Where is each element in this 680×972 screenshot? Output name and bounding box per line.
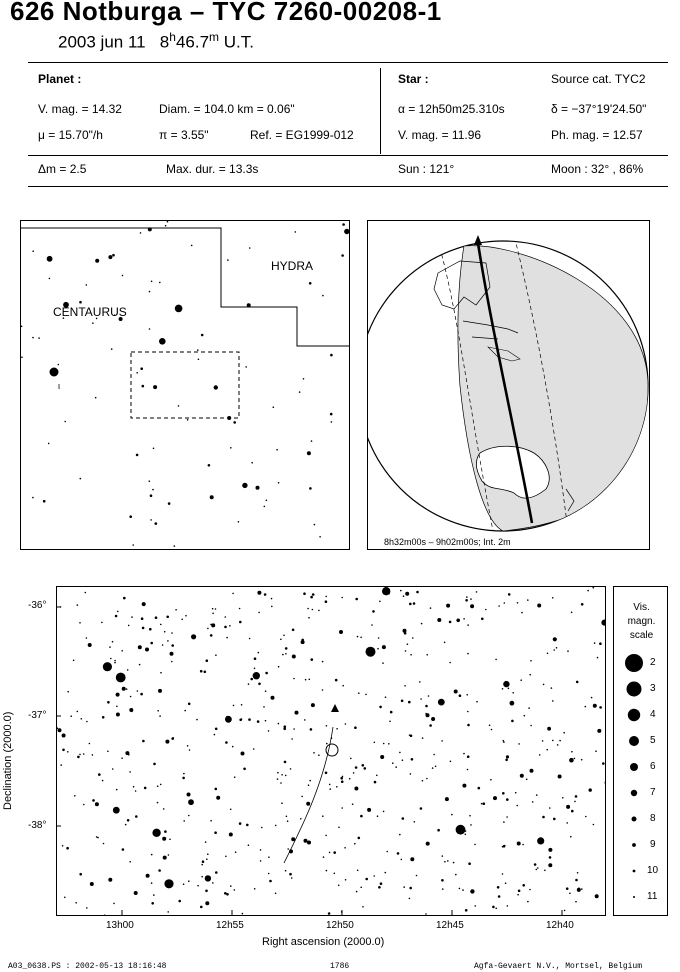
star-chart-ticks	[0, 580, 660, 940]
finder-star	[79, 301, 82, 304]
mag-9-dot	[632, 843, 636, 847]
finder-star	[38, 337, 40, 339]
finder-star	[168, 502, 171, 505]
finder-star	[92, 322, 94, 324]
finder-star	[43, 500, 46, 503]
dec-tick-37: -37°	[28, 710, 47, 721]
finder-star	[142, 385, 145, 388]
finder-star	[174, 545, 176, 547]
finder-star	[49, 278, 51, 280]
finder-star	[151, 281, 153, 283]
min-sup: m	[209, 30, 220, 44]
finder-star	[276, 449, 278, 451]
finder-star	[153, 385, 157, 389]
finder-star	[322, 295, 324, 297]
planet-motion: μ = 15.70"/h	[38, 128, 103, 142]
ra-tick-1300: 13h00	[106, 920, 134, 931]
finder-star	[227, 416, 231, 420]
finder-star	[191, 245, 193, 247]
finder-star	[153, 448, 155, 450]
finder-star	[299, 391, 301, 393]
finder-star	[330, 354, 333, 357]
event-datetime	[58, 30, 254, 53]
planet-reference: Ref. = EG1999-012	[250, 128, 354, 142]
planet-vmag: V. mag. = 14.32	[38, 102, 122, 116]
finder-star	[140, 367, 143, 370]
moon-info: Moon : 32° , 86%	[551, 162, 644, 176]
finder-star	[208, 464, 211, 467]
planet-diameter: Diam. = 104.0 km = 0.06"	[159, 102, 295, 116]
finder-star	[159, 338, 166, 345]
scale-title-line1: Vis.	[633, 602, 650, 613]
finder-star	[149, 328, 151, 330]
planet-parallax: π = 3.55"	[159, 128, 209, 142]
dec-tick-36: -36°	[28, 600, 47, 611]
star-heading: Star :	[398, 72, 429, 86]
finder-star	[187, 419, 189, 421]
mag-11-label: 11	[647, 891, 658, 902]
finder-star	[86, 284, 88, 286]
mag-2-dot	[625, 654, 643, 672]
footer-page: 1786	[330, 962, 350, 971]
x-axis-label: Right ascension (2000.0)	[262, 936, 385, 948]
mag-10-label: 10	[647, 865, 659, 876]
max-duration: Max. dur. = 13.3s	[166, 162, 259, 176]
finder-star	[233, 421, 236, 424]
finder-star	[307, 451, 311, 455]
planet-heading: Planet :	[38, 72, 82, 86]
finder-chart	[20, 220, 350, 550]
finder-star	[21, 356, 23, 358]
finder-star	[48, 443, 50, 445]
finder-star	[264, 506, 266, 508]
finder-star	[314, 524, 316, 526]
finder-star	[210, 495, 214, 499]
globe-svg	[368, 221, 650, 550]
mag-6-label: 6	[650, 761, 656, 772]
header-vertical-divider	[380, 68, 381, 154]
finder-star	[273, 406, 275, 408]
finder-star-label: ι	[58, 381, 60, 391]
mag-8-dot	[632, 817, 637, 822]
finder-star	[155, 522, 158, 525]
footer-company: Agfa-Gevaert N.V., Mortsel, Belgium	[474, 962, 643, 971]
finder-star	[58, 364, 60, 366]
finder-star	[108, 255, 112, 259]
constellation-centaurus: CENTAURUS	[53, 305, 127, 319]
scale-title-line3: scale	[629, 630, 654, 641]
mag-7-label: 7	[650, 787, 656, 798]
mag-6-dot	[630, 763, 638, 771]
finder-star	[32, 497, 34, 499]
finder-star	[198, 359, 200, 361]
finder-star	[278, 482, 280, 484]
finder-star	[32, 250, 34, 252]
finder-star	[201, 334, 204, 337]
y-axis-label: Declination (2000.0)	[2, 711, 14, 810]
scale-dots	[614, 587, 668, 916]
star-vmag: V. mag. = 11.96	[398, 128, 482, 142]
event-title: 626 Notburga – TYC 7260-00208-1	[10, 0, 442, 26]
finder-star	[34, 549, 36, 550]
finder-star	[136, 454, 139, 457]
finder-star	[47, 256, 53, 262]
constellation-boundary	[21, 228, 350, 346]
constellation-hydra: HYDRA	[271, 259, 314, 273]
finder-star	[238, 521, 240, 523]
finder-star	[249, 247, 251, 249]
finder-star	[309, 487, 312, 490]
finder-star	[344, 229, 349, 234]
finder-star	[295, 231, 297, 233]
finder-star	[150, 494, 153, 497]
finder-star	[132, 544, 134, 546]
finder-star	[214, 385, 218, 389]
scale-title-line2: magn.	[627, 616, 656, 627]
hour-sup: h	[169, 30, 176, 44]
finder-star	[303, 378, 305, 380]
finder-star	[148, 227, 152, 231]
header-rule-div	[28, 186, 668, 187]
finder-field-box	[131, 352, 239, 418]
time-unit: U.T.	[223, 32, 254, 52]
finder-star	[331, 421, 333, 423]
star-right-ascension: α = 12h50m25.310s	[398, 102, 505, 116]
footer-file: A03_0638.PS : 2002-05-13 18:16:48	[8, 962, 167, 971]
mag-3-label: 3	[650, 683, 656, 694]
finder-bright-star	[50, 368, 59, 377]
finder-star	[136, 372, 138, 374]
finder-star	[178, 405, 180, 407]
ra-tick-1255: 12h55	[216, 920, 244, 931]
mag-2-label: 2	[650, 657, 656, 668]
finder-star	[309, 282, 312, 285]
star-source-catalog: Source cat. TYC2	[551, 72, 646, 86]
mag-8-label: 8	[650, 813, 656, 824]
ra-tick-1240: 12h40	[546, 920, 574, 931]
ra-tick-1245: 12h45	[436, 920, 464, 931]
finder-star	[152, 489, 154, 491]
dec-tick-38: -38°	[28, 820, 47, 831]
finder-star	[112, 254, 115, 257]
finder-star	[342, 223, 345, 226]
finder-star	[341, 254, 344, 257]
mag-11-dot	[633, 896, 635, 898]
path-direction-arrow	[474, 235, 482, 245]
finder-star	[175, 305, 183, 313]
star-declination: δ = −37°19'24.50"	[551, 102, 647, 116]
globe-panel	[367, 220, 650, 550]
finder-star	[227, 259, 229, 261]
mag-3-dot	[627, 682, 642, 697]
finder-star	[230, 447, 232, 449]
finder-star	[122, 275, 124, 277]
finder-star	[21, 326, 22, 328]
mag-4-dot	[628, 709, 640, 721]
finder-star	[149, 480, 151, 482]
finder-star	[256, 486, 260, 490]
delta-magnitude: Δm = 2.5	[38, 162, 87, 176]
header-rule-top	[28, 62, 668, 63]
finder-star	[197, 349, 199, 351]
finder-star	[129, 515, 132, 518]
finder-star	[64, 421, 66, 423]
finder-star	[245, 366, 247, 368]
sun-elongation: Sun : 121°	[398, 162, 455, 176]
mag-4-label: 4	[650, 709, 656, 720]
finder-star	[242, 483, 247, 488]
finder-star	[266, 500, 268, 502]
finder-star	[150, 519, 152, 521]
star-phmag: Ph. mag. = 12.57	[551, 128, 643, 142]
finder-star	[80, 478, 82, 480]
magnitude-scale	[613, 586, 668, 916]
finder-star	[149, 291, 151, 293]
event-date: 2003 jun 11	[58, 32, 146, 52]
event-hour: 8	[159, 32, 170, 52]
finder-star	[32, 337, 34, 339]
finder-star	[319, 536, 321, 538]
finder-chart-svg	[21, 221, 350, 550]
mag-10-dot	[633, 870, 636, 873]
event-min: 46.7	[175, 32, 210, 52]
finder-star	[251, 462, 253, 464]
finder-star	[330, 413, 333, 416]
mag-9-label: 9	[650, 839, 656, 850]
finder-star	[167, 221, 169, 223]
mag-5-label: 5	[650, 735, 656, 746]
header-rule-bottom	[28, 155, 668, 156]
finder-star	[159, 282, 161, 284]
mag-7-dot	[631, 790, 637, 796]
finder-star	[247, 303, 251, 307]
finder-star	[165, 225, 167, 227]
finder-star	[311, 440, 313, 442]
mag-5-dot	[629, 736, 639, 746]
ra-tick-1250: 12h50	[326, 920, 354, 931]
finder-star	[95, 397, 97, 399]
finder-star	[140, 232, 142, 234]
finder-star	[111, 348, 113, 350]
finder-star	[95, 259, 99, 263]
globe-time-caption: 8h32m00s – 9h02m00s; Int. 2m	[384, 537, 511, 547]
